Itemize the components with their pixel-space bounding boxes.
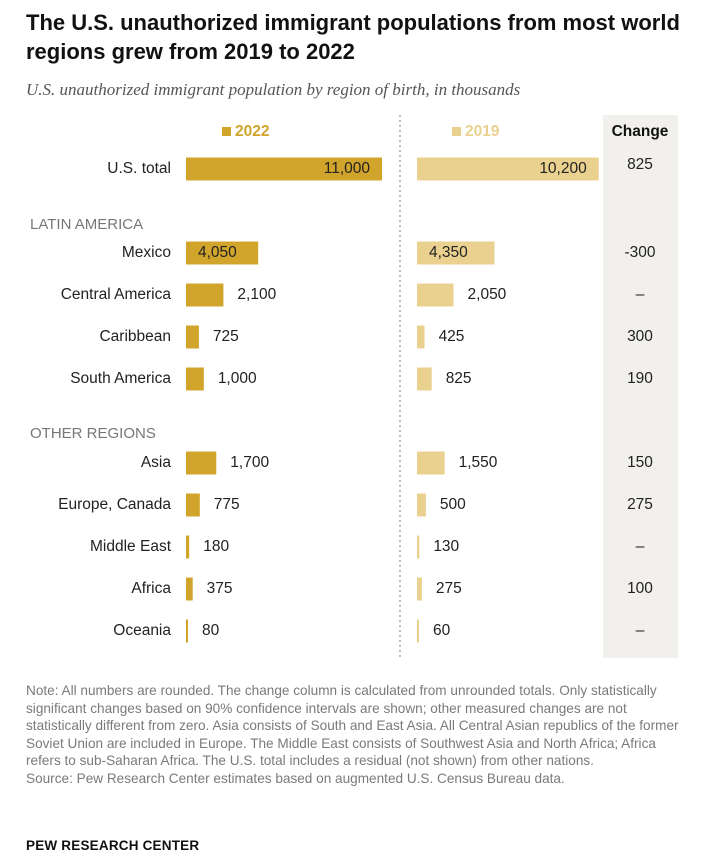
bar-2019 [417,452,445,475]
change-value: 300 [627,328,653,346]
bar-chart [0,110,705,660]
change-value: 190 [627,370,653,388]
data-label-2019: 275 [435,580,462,598]
change-value: – [635,538,645,556]
category-label: Africa [131,580,171,598]
data-label-2022: 1,700 [230,454,270,472]
change-value: 150 [627,454,653,472]
chart-notes [26,682,686,788]
change-value: 100 [627,580,653,598]
data-label-2022: 4,050 [198,244,237,262]
data-label-2022: 1,000 [217,370,257,388]
category-label: Oceania [113,622,171,640]
data-label-2022: 80 [202,622,220,640]
data-label-2019: 60 [433,622,451,640]
group-header: OTHER REGIONS [30,424,156,442]
legend-label-2019: 2019 [465,123,500,141]
data-label-2019: 825 [445,370,472,388]
bar-2019 [417,284,454,307]
bar-2019 [417,620,419,643]
category-label: Asia [140,454,171,472]
legend-swatch-2022 [222,127,231,136]
note-text: Note: All numbers are rounded. The change column is calculated from unrounded totals. Only statistically significant changes based on 90% confidence intervals are shown; other measured changes are not statistically different from zero. Asia consists of South and East Asia. All Central Asian republics of the former Soviet Union are included in Europe. The Middle East consists of Southwest Asia and North Africa; Africa refers to sub-Saharan Africa. The U.S. total includes a residual (not shown) from other nations. [26,683,679,769]
data-label-2019: 425 [438,328,465,346]
bar-2019 [417,368,432,391]
category-label: Europe, Canada [58,496,171,514]
bar-2022 [186,284,223,307]
chart-subtitle: U.S. unauthorized immigrant population by region of birth, in thousands [26,80,521,99]
legend-label-2022: 2022 [235,123,270,141]
category-label: U.S. total [107,160,171,178]
bar-2019 [417,326,425,349]
change-value: – [635,622,645,640]
data-label-2019: 10,200 [539,160,587,178]
source-text: Source: Pew Research Center estimates based on augmented U.S. Census Bureau data. [26,770,565,786]
data-label-2019: 130 [433,538,460,556]
chart-title: The U.S. unauthorized immigrant populations from most world regions grew from 2019 to 2022 [26,10,680,64]
bar-2022 [186,578,193,601]
category-label: Mexico [121,244,171,262]
change-value: – [635,286,645,304]
bar-2022 [186,326,199,349]
change-value: 275 [627,496,653,514]
bar-2022 [186,452,216,475]
group-header: LATIN AMERICA [30,215,144,233]
change-value: -300 [624,244,656,262]
data-label-2019: 4,350 [429,244,468,262]
legend-swatch-2019 [452,127,461,136]
category-label: South America [70,370,171,388]
bar-2019 [417,536,419,559]
data-label-2022: 11,000 [323,160,370,178]
data-label-2019: 2,050 [467,286,507,304]
category-label: Caribbean [99,328,171,346]
publisher-logo: PEW RESEARCH CENTER [26,838,200,853]
data-label-2019: 1,550 [458,454,498,472]
category-label: Central America [60,286,171,304]
bar-2019 [417,578,422,601]
bar-2022 [186,494,200,517]
data-label-2022: 725 [212,328,239,346]
category-label: Middle East [90,538,171,556]
bar-2022 [186,620,188,643]
data-label-2022: 180 [203,538,230,556]
bar-2022 [186,536,189,559]
data-label-2022: 2,100 [237,286,277,304]
change-header: Change [611,123,669,141]
data-label-2022: 375 [206,580,233,598]
bar-2022 [186,368,204,391]
bar-2019 [417,494,426,517]
change-value: 825 [627,156,653,174]
data-label-2022: 775 [213,496,240,514]
data-label-2019: 500 [439,496,466,514]
